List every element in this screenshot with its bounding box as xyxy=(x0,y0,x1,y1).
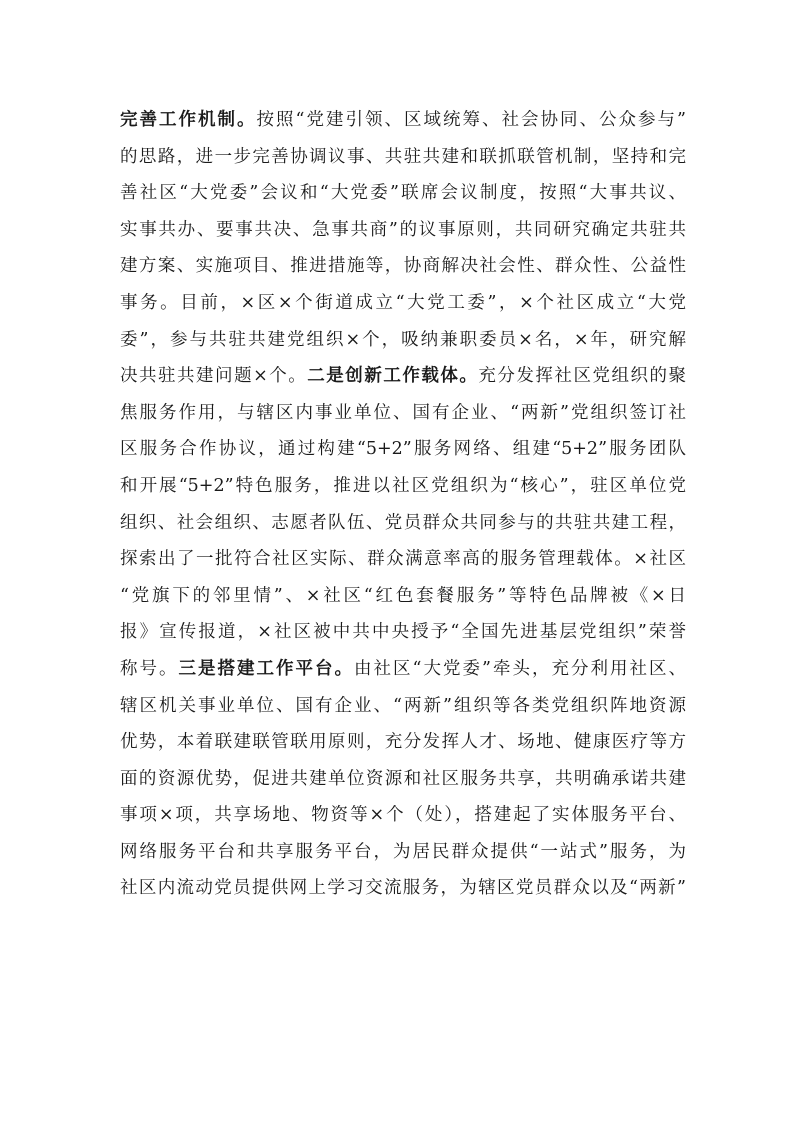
body-text xyxy=(120,102,686,907)
body-text-run: 探索出了一批符合社区实际、群众满意率高的服务管理载体。×社区 xyxy=(120,549,686,570)
bold-heading-text: 三是搭建工作平台。 xyxy=(178,658,355,679)
body-text-run: 建方案、实施项目、推进措施等，协商解决社会性、群众性、公益性 xyxy=(120,256,686,277)
text-line xyxy=(120,358,686,395)
text-line xyxy=(120,688,686,725)
text-line xyxy=(120,175,686,212)
body-text-run: 网络服务平台和共享服务平台，为居民群众提供“一站式”服务，为 xyxy=(120,841,686,862)
body-text-run: 由社区“大党委”牵头，充分利用社区、 xyxy=(354,658,686,679)
text-line xyxy=(120,651,686,688)
body-text-run: 称号。 xyxy=(120,658,179,679)
body-text-run: 面的资源优势，促进共建单位资源和社区服务共享，共明确承诺共建 xyxy=(120,768,686,789)
body-text-run: 组织、社会组织、志愿者队伍、党员群众共同参与的共驻共建工程， xyxy=(120,512,686,533)
text-line xyxy=(120,322,686,359)
bold-heading-text: 二是创新工作载体。 xyxy=(307,366,479,387)
text-line xyxy=(120,468,686,505)
body-text-run: 按照“党建引领、区域统筹、社会协同、公众参与” xyxy=(256,110,686,130)
body-text-run: 优势，本着联建联管联用原则，充分发挥人才、场地、健康医疗等方 xyxy=(120,732,686,753)
text-line xyxy=(120,395,686,432)
text-line xyxy=(120,505,686,542)
body-text-run: 社区内流动党员提供网上学习交流服务，为辖区党员群众以及“两新” xyxy=(120,878,686,899)
text-line xyxy=(120,285,686,322)
body-text-run: 和开展“5+2”特色服务，推进以社区党组织为“核心”，驻区单位党 xyxy=(120,475,686,496)
text-line xyxy=(120,248,686,285)
text-line xyxy=(120,870,686,907)
text-line xyxy=(120,614,686,651)
text-line xyxy=(120,212,686,249)
text-line xyxy=(120,578,686,615)
text-line xyxy=(120,541,686,578)
body-text-run: 报》宣传报道，×社区被中共中央授予“全国先进基层党组织”荣誉 xyxy=(120,622,686,643)
text-line xyxy=(120,797,686,834)
body-text-run: 善社区“大党委”会议和“大党委”联席会议制度，按照“大事共议、 xyxy=(120,183,686,204)
body-text-run: 的思路，进一步完善协调议事、共驻共建和联抓联管机制，坚持和完 xyxy=(120,146,686,167)
body-text-run: 区服务合作协议，通过构建“5+2”服务网络、组建“5+2”服务团队 xyxy=(120,439,686,460)
body-text-run: 辖区机关事业单位、国有企业、“两新”组织等各类党组织阵地资源 xyxy=(120,695,686,716)
body-text-run: 委”，参与共驻共建党组织×个，吸纳兼职委员×名，×年，研究解 xyxy=(120,329,686,350)
text-line xyxy=(120,761,686,798)
body-text-run: 充分发挥社区党组织的聚 xyxy=(478,366,686,387)
body-text-run: 事项×项，共享场地、物资等×个（处），搭建起了实体服务平台、 xyxy=(120,805,686,826)
text-line xyxy=(120,139,686,176)
body-text-run: 决共驻共建问题×个。 xyxy=(120,366,308,387)
body-text-run: 焦服务作用，与辖区内事业单位、国有企业、“两新”党组织签订社 xyxy=(120,402,686,423)
body-text-run: 事务。目前，×区×个街道成立“大党工委”，×个社区成立“大党 xyxy=(120,292,686,313)
text-line xyxy=(120,431,686,468)
text-line xyxy=(120,834,686,871)
text-line xyxy=(120,102,686,139)
text-line xyxy=(120,724,686,761)
body-text-run: 实事共办、要事共决、急事共商”的议事原则，共同研究确定共驻共 xyxy=(120,219,686,240)
body-text-run: “党旗下的邻里情”、×社区“红色套餐服务”等特色品牌被《×日 xyxy=(120,585,686,606)
bold-heading-text: 完善工作机制。 xyxy=(120,110,257,130)
